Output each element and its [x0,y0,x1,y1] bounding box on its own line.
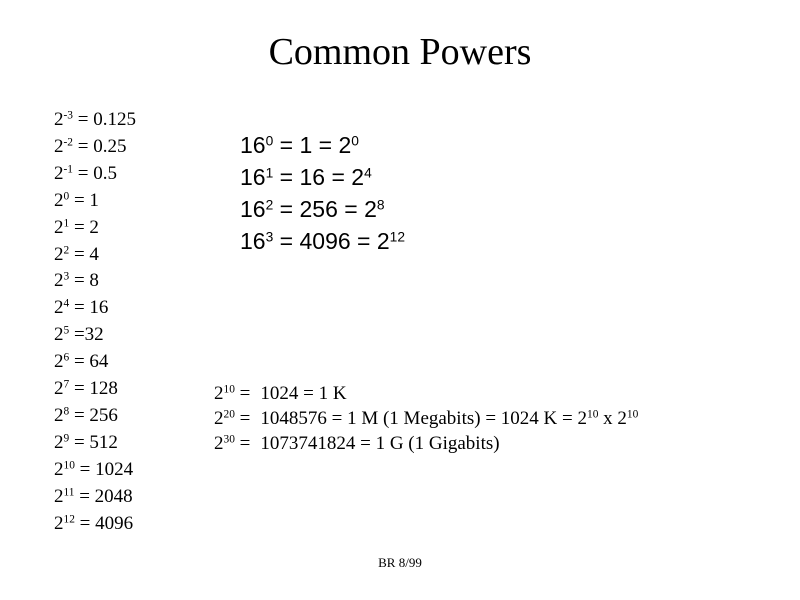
power-of-two-row: $2^5 =32$ [54,324,104,346]
large-power-row: $2^{20} = 1048576 = 1$ M (1 Megabits) = 1024 $K = 2^{10}$ x $2^{10}$ [214,408,639,429]
power-of-two-row: $2^9 = 512$ [54,431,118,453]
exponent: 0 [63,190,70,203]
power-of-sixteen-row: $16^2 = 256 = 2^8$ [240,196,385,222]
power-of-two-row: $2^7 = 128$ [54,378,118,400]
power-of-two-row: $2^3 = 8$ [54,270,99,292]
exponent: 10 [587,408,599,421]
large-powers-list [214,381,638,456]
exponent: -1 [63,163,73,176]
large-power-row: $2^{10} = 1024 = 1$ K [214,383,347,404]
power-of-two-row: $2^0 = 1$ [54,189,99,211]
exponent: 30 [223,433,235,446]
exponent: 3 [63,271,70,284]
powers-of-sixteen-list [240,129,405,257]
exponent: 7 [63,378,70,391]
exponent: 10 [223,383,235,396]
exponent: 3 [265,229,274,245]
power-of-two-row: $2^2 = 4$ [54,243,99,265]
power-of-two-row: $2^{-3} = 0.125$ [54,109,136,130]
exponent: 12 [63,513,75,526]
power-of-two-row: $2^{11} = 2048$ [54,485,133,507]
exponent: 0 [351,133,359,149]
exponent: 2 [63,244,70,257]
exponent: -2 [63,136,73,149]
exponent: 4 [63,298,70,311]
power-of-two-row: $2^{-2} = 0.25$ [54,135,127,157]
power-of-sixteen-row: $16^0 = 1 = 2^0$ [240,132,359,158]
exponent: 10 [626,408,639,421]
exponent: 9 [63,432,70,445]
exponent: 6 [63,351,70,364]
exponent: 12 [389,229,406,245]
slide-footer: BR 8/99 [378,555,422,570]
powers-of-two-list [54,107,136,538]
exponent: -3 [63,109,73,122]
exponent: 10 [63,459,75,472]
power-of-sixteen-row: $16^3 = 4096 = 2^{12}$ [240,228,406,254]
exponent: 4 [364,165,372,181]
power-of-two-row: $2^{10} = 1024$ [54,458,134,480]
exponent: 5 [63,324,70,337]
exponent: 11 [63,486,75,499]
exponent: 2 [265,197,274,213]
power-of-two-row: $2^8 = 256$ [54,404,118,426]
large-power-row: $2^{30} = 1073741824 = 1$ G (1 Gigabits) [214,433,500,454]
exponent: 1 [63,217,70,230]
power-of-two-row: $2^1 = 2$ [54,216,99,238]
exponent: 8 [63,405,70,418]
power-of-two-row: $2^4 = 16$ [54,297,109,319]
slide-title: Common Powers [268,31,532,73]
exponent: 20 [223,408,235,421]
exponent: 0 [265,133,274,149]
power-of-sixteen-row: $16^1 = 16 = 2^4$ [240,164,372,190]
power-of-two-row: $2^{-1} = 0.5$ [54,162,117,184]
power-of-two-row: $2^6 = 64$ [54,351,109,373]
power-of-two-row: $2^{12} = 4096$ [54,512,134,534]
exponent: 8 [376,197,385,213]
exponent: 1 [265,165,274,181]
